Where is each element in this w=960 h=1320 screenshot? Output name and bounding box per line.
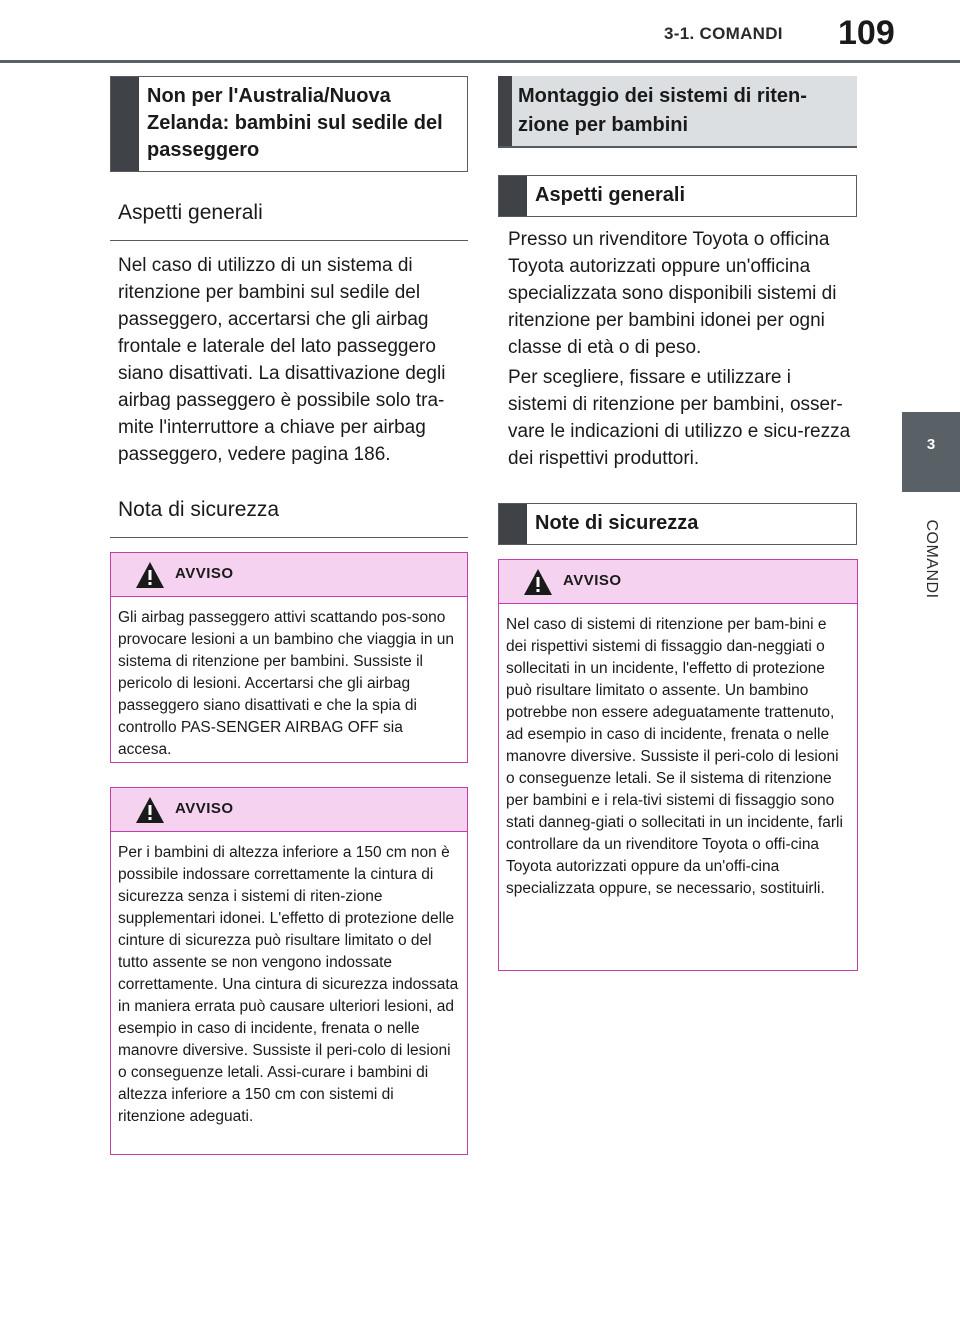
right-box-note-title: Note di sicurezza bbox=[535, 512, 699, 534]
right-paragraph-1: Presso un rivenditore Toyota o officina Toyota autorizzati oppure un'officina specializzata sono disponibili sistemi di ritenzione per bambini idonei per ogni classe di età o di peso. bbox=[508, 229, 837, 358]
page-number: 109 bbox=[838, 14, 895, 52]
right-main-title: Montaggio dei sistemi di riten-zione per bambini bbox=[518, 85, 807, 136]
subheading-aspetti-generali: Aspetti generali bbox=[110, 201, 468, 241]
warning-box-airbag bbox=[110, 552, 468, 763]
warning-triangle-icon bbox=[523, 568, 553, 596]
right-main-header bbox=[498, 76, 857, 148]
warning-text: Nel caso di sistemi di ritenzione per bam-bini e dei rispettivi sistemi di fissaggio dan-neggiati o sollecitati in un incidente, l'effetto di protezione può risultare limitato o assente. Un bambino potrebbe non essere adeguatamente trattenuto, ad esempio in caso di incidente, frenata o nelle manovre diversive. Sussiste il peri-colo di lesioni o conseguenze letali. Se il sistema di ritenzione per bambini e i rela-tivi sistemi di fissaggio sono stati danneg-giati o sollecitati in un incidente, farli controllare da un rivenditore Toyota o offi-cina Toyota autorizzati oppure da un'offi-cina specializzata oppure, se necessario, sostituirli. bbox=[506, 616, 843, 897]
section-header-tab bbox=[499, 504, 527, 544]
left-section-header bbox=[110, 76, 468, 172]
section-title: 3-1. COMANDI bbox=[664, 24, 783, 43]
warning-title: AVVISO bbox=[175, 800, 234, 817]
section-header-tab bbox=[498, 76, 512, 146]
subheading-nota-sicurezza: Nota di sicurezza bbox=[110, 498, 468, 538]
right-box-note bbox=[498, 503, 857, 545]
section-header-tab bbox=[111, 77, 139, 171]
warning-header bbox=[499, 560, 857, 604]
right-paragraph-2: Per scegliere, fissare e utilizzare i sistemi di ritenzione per bambini, osser-vare le indicazioni di utilizzo e sicu-rezza dei rispettivi produttori. bbox=[508, 367, 851, 469]
warning-triangle-icon bbox=[135, 561, 165, 589]
warning-title: AVVISO bbox=[563, 572, 622, 589]
right-box-aspetti-title: Aspetti generali bbox=[535, 184, 686, 206]
left-section-title: Non per l'Australia/Nuova Zelanda: bambini sul sedile del passeggero bbox=[147, 85, 443, 161]
chapter-number-tab: 3 bbox=[902, 412, 960, 492]
right-box-aspetti bbox=[498, 175, 857, 217]
warning-text: Per i bambini di altezza inferiore a 150 cm non è possibile indossare correttamente la cintura di sicurezza senza i sistemi di riten-zione supplementari idonei. L'effetto di protezione delle cinture di sicurezza può risultare limitato o del tutto assente se non vengono indossate correttamente. Una cintura di sicurezza indossata in maniera errata può causare ulteriori lesioni, ad esempio in caso di incidente, frenata o nelle manovre diversive. Sussiste il peri-colo di lesioni o conseguenze letali. Assi-curare i bambini di altezza inferiore a 150 cm con sistemi di ritenzione adeguati. bbox=[118, 844, 459, 1125]
left-paragraph: Nel caso di utilizzo di un sistema di ritenzione per bambini sul sedile del passeggero, accertarsi che gli airbag frontale e laterale del lato passeggero siano disattivati. La disattivazione degli airbag passeggero è possibile solo tra-mite l'interruttore a chiave per airbag passeggero, vedere pagina 186. bbox=[118, 255, 446, 465]
chapter-label: COMANDI bbox=[923, 519, 940, 599]
warning-header bbox=[111, 553, 467, 597]
warning-text: Gli airbag passeggero attivi scattando pos-sono provocare lesioni a un bambino che viaggia in un sistema di ritenzione per bambini. Sussiste il pericolo di lesioni. Accertarsi che gli airbag passeggero siano disattivati e che la spia di controllo PAS-SENGER AIRBAG OFF sia accesa. bbox=[118, 609, 455, 758]
warning-box-height bbox=[110, 787, 468, 1155]
header-rule bbox=[0, 60, 960, 63]
warning-box-fixing bbox=[498, 559, 858, 971]
warning-header bbox=[111, 788, 467, 832]
section-header-tab bbox=[499, 176, 527, 216]
warning-title: AVVISO bbox=[175, 565, 234, 582]
chapter-label-tab bbox=[902, 495, 960, 623]
warning-triangle-icon bbox=[135, 796, 165, 824]
